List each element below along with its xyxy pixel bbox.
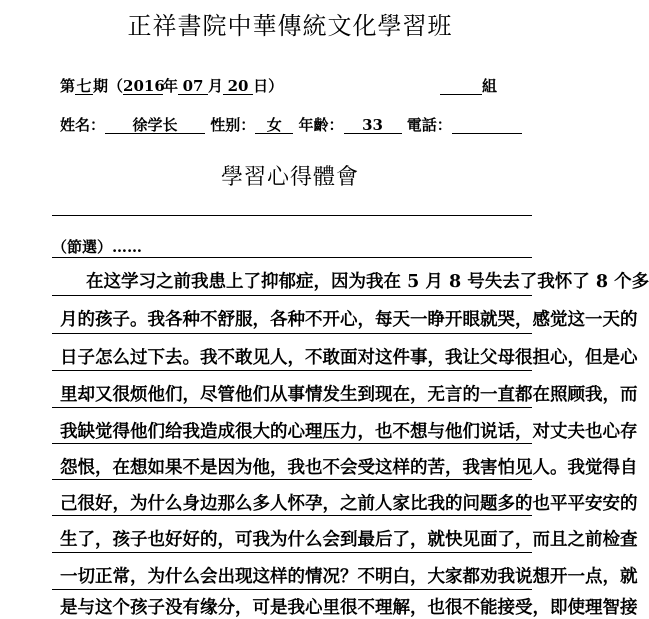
document-subtitle: 學習心得體會 (220, 165, 359, 190)
group-label: 組 (482, 77, 498, 95)
body-line: 月的孩子。我各种不舒服，各种不开心，每天一睁开眼就哭，感觉这一天的 (60, 310, 638, 330)
period-prefix: 第 (60, 77, 76, 95)
session-row (60, 75, 283, 96)
body-line: 是与这个孩子没有缘分，可是我心里很不理解，也很不能接受，即使理智接 (60, 598, 638, 618)
name-value: 徐学长 (105, 117, 205, 134)
divider-top (52, 215, 532, 216)
gender-value: 女 (255, 117, 293, 134)
line-rule-4 (52, 407, 532, 408)
body-line: 一切正常，为什么会出现这样的情况？不明白，大家都劝我说想开一点，就 (60, 567, 638, 587)
period-suffix: 期（ (93, 77, 124, 95)
person-row (60, 114, 522, 135)
age-value: 33 (344, 117, 402, 134)
body-line: 我缺觉得他们给我造成很大的心理压力，也不想与他们说话，对丈夫也心存 (60, 422, 638, 442)
body-line: 里却又很烦他们，尽管他们从事情发生到现在，无言的一直都在照顾我，而 (60, 385, 638, 405)
group-blank (440, 78, 482, 95)
month-value: 07 (178, 78, 208, 95)
group-field (440, 75, 497, 96)
line-rule-5 (52, 443, 532, 444)
phone-label: 電話： (406, 116, 452, 134)
body-line: 日子怎么过下去。我不敢见人，不敢面对这件事，我让父母很担心，但是心 (60, 348, 638, 368)
line-rule-7 (52, 515, 532, 516)
document-title: 正祥書院中華傳統文化學習班 (127, 12, 453, 40)
line-rule-6 (52, 479, 532, 480)
body-line: 己很好，为什么身边那么多人怀孕，之前人家比我的问题多的也平平安安的 (60, 494, 638, 514)
excerpt-note: （節選）…… (52, 238, 143, 256)
body-line: 怨恨，在想如果不是因为他，我也不会受这样的苦，我害怕见人。我觉得自 (60, 458, 638, 478)
year-label: 年 (163, 77, 179, 95)
line-rule-1 (52, 295, 532, 296)
body-line: 生了，孩子也好好的，可我为什么会到最后了，就快见面了，而且之前检查 (60, 530, 638, 550)
gender-label: 性别： (210, 116, 256, 134)
line-rule-3 (52, 370, 532, 371)
body-line: 在这学习之前我患上了抑郁症，因为我在 5 月 8 号失去了我怀了 8 个多 (86, 272, 649, 292)
line-rule-8 (52, 552, 532, 553)
age-label: 年齡： (298, 116, 344, 134)
year-value: 2016 (123, 77, 165, 95)
name-label: 姓名： (60, 116, 106, 134)
line-rule-2 (52, 333, 532, 334)
day-value: 20 (223, 78, 253, 95)
line-rule-0 (52, 257, 532, 258)
phone-blank (452, 117, 522, 134)
period-number: 七 (76, 77, 92, 95)
day-label: 日） (253, 77, 284, 95)
line-rule-9 (52, 589, 532, 590)
month-label: 月 (208, 77, 224, 95)
